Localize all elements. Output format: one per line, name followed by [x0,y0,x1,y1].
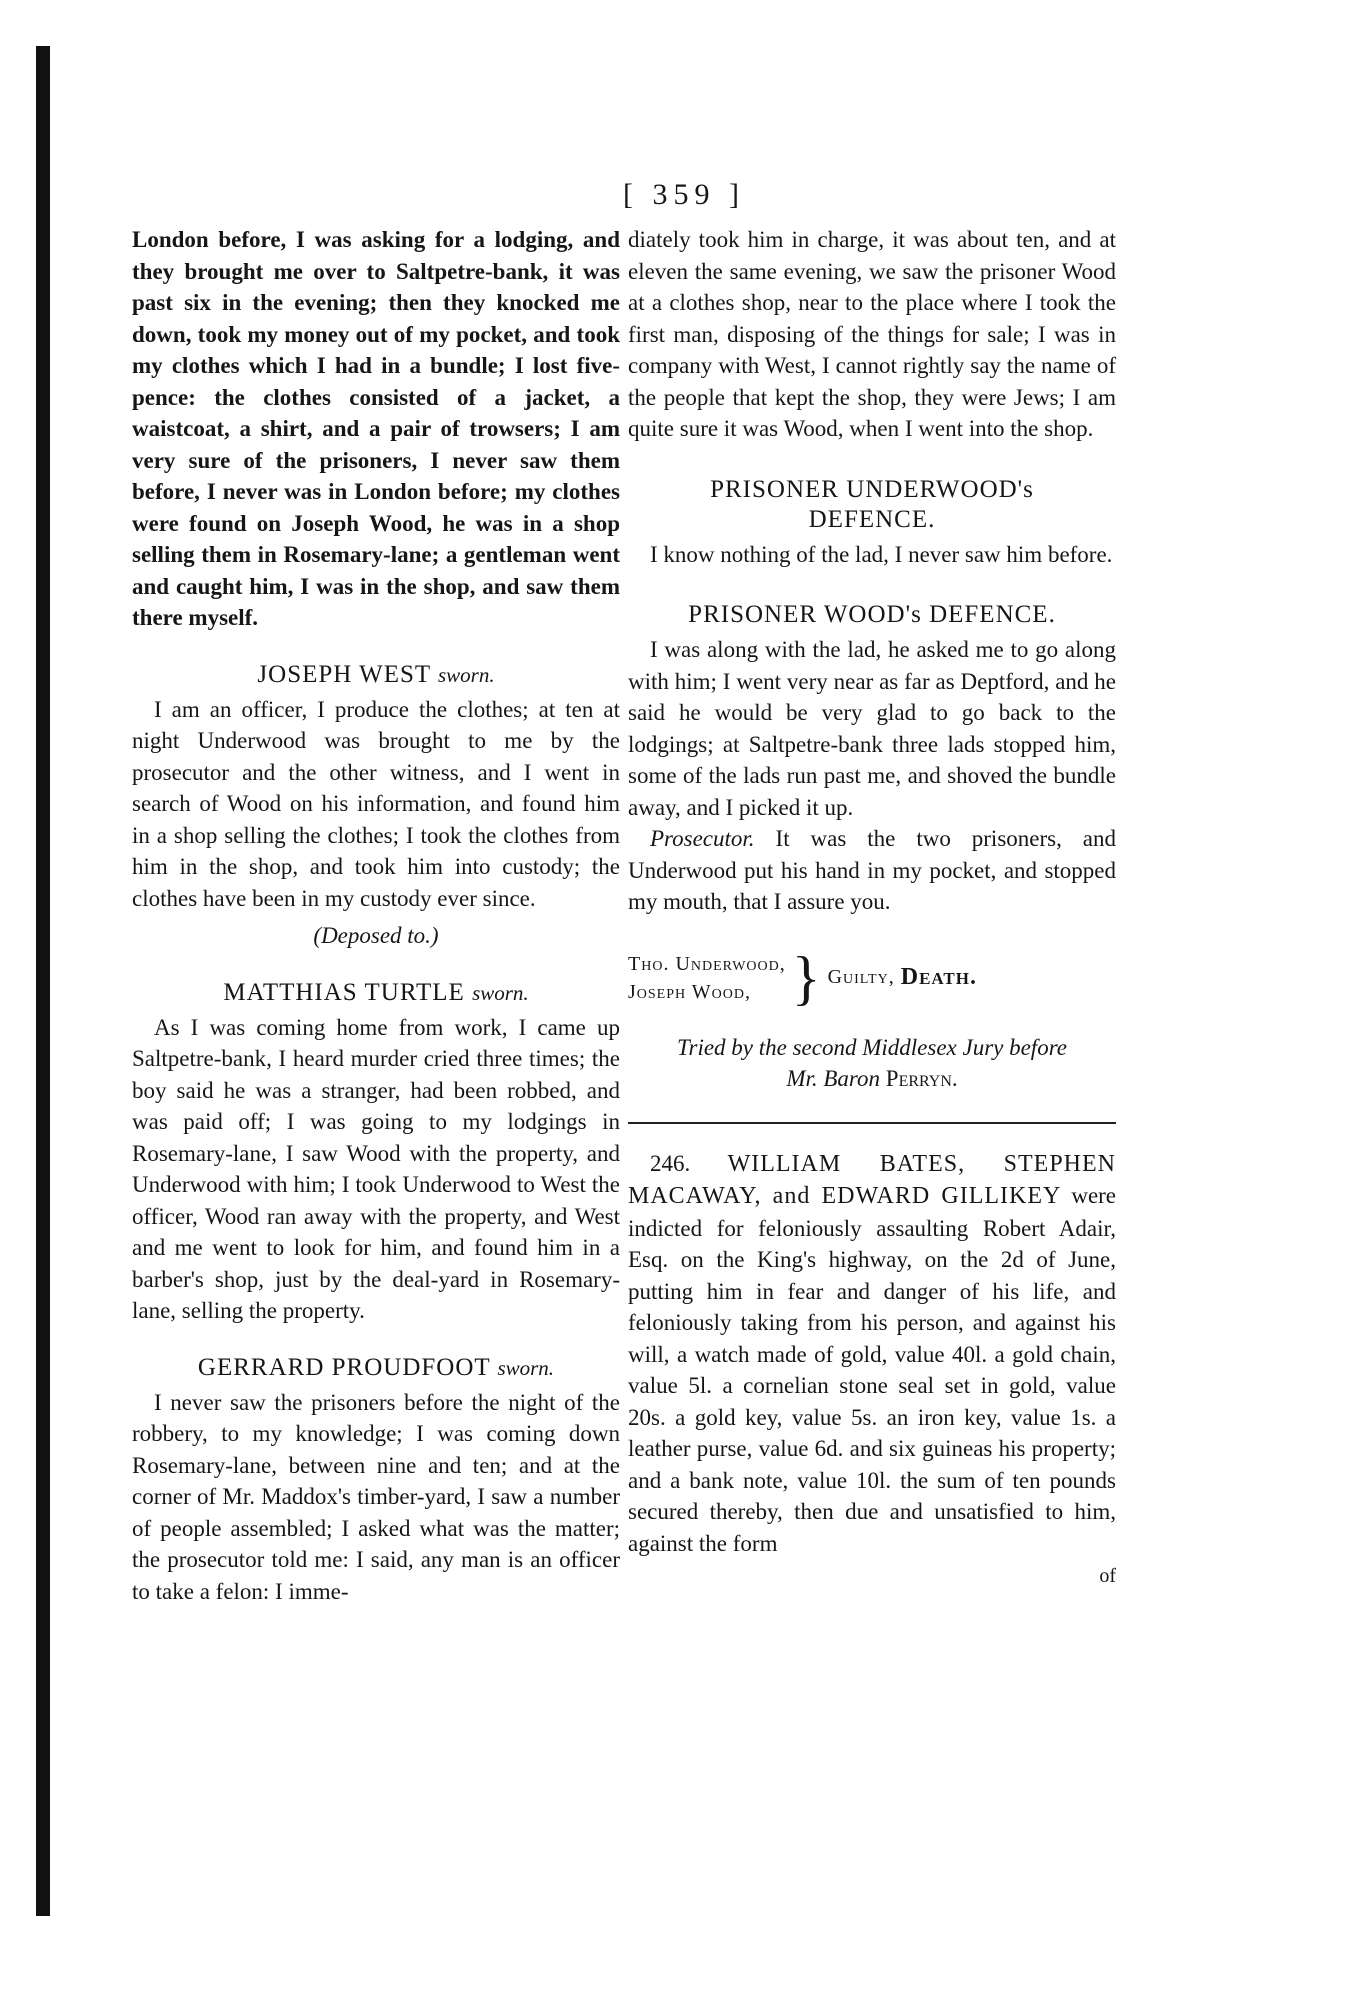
jury-note-line: Tried by the second Middlesex Jury before [676,1034,1068,1060]
verdict-label: Guilty, [827,965,895,988]
prosecutor-text: It was the two prisoners, and Underwood put his hand in my pocket, and stopped my mouth, that I assure you. [628,826,1117,914]
defence-heading-underwood [628,475,1116,535]
prosecutor-reply [628,823,1116,918]
testimony-turtle: As I was coming home from work, I came up Saltpetre-bank, I heard murder cried three times; the boy said he was a stranger, had been robbed, and was paid off; I was going to my lodgings in Rosemary-lane, I saw Wood with the property, and Underwood with him; I took Underwood to West the officer, Wood ran away with the property, and West and me went to look for him, and found him in a barber's shop, just by the deal-yard in Rosemary-lane, selling the property. [132,1014,620,1323]
sworn-label: sworn. [437,662,495,687]
left-column [132,224,620,1607]
witness-heading-proudfoot [132,1353,620,1383]
witness-name: JOSEPH WEST [257,660,431,688]
deposed-note: (Deposed to.) [313,923,439,948]
defendant-name: Tho. Underwood, [628,952,786,975]
defence-underwood: I know nothing of the lad, I never saw him before. [650,541,1113,567]
case-246 [628,1148,1116,1560]
jury-note-line [628,1063,1116,1094]
verdict-block [628,944,1116,1011]
brace-glyph: } [791,944,822,1011]
defence-heading-wood: PRISONER WOOD's DEFENCE. [688,601,1056,628]
judge-name: Perryn. [885,1065,958,1091]
witness-heading-west [132,660,620,690]
verdict-names [628,950,786,1006]
defence-wood-text: I was along with the lad, he asked me to go along with him; I went very near as far as Deptford, and he said he would be very glad to go back to the lodgings; at Saltpetre-bank three lads stopped him, some of the lads run past me, and shoved the bundle away, and I picked it up. [628,637,1116,820]
jury-note [628,1032,1116,1094]
testimony-continuation: London before, I was asking for a lodging, and they brought me over to Saltpetre-bank, it was past six in the evening; then they knocked me down, took my money out of my pocket, and took my clothes which I had in a bundle; I lost five-pence: the clothes consisted of a jacket, a waistcoat, a shirt, and a pair of trowsers; I am very sure of the prisoners, I never saw them before, I never was in London before; my clothes were found on Joseph Wood, he was in a shop selling them in Rosemary-lane; a gentleman went and caught him, I was in the shop, and saw them there myself. [132,227,620,630]
witness-heading-turtle [132,978,620,1008]
testimony-continuation: diately took him in charge, it was about ten, and at eleven the same evening, we saw the prisoner Wood at a clothes shop, near to the place where I took the first man, disposing of the things for sale; I was in company with West, I cannot rightly say the name of the people that kept the shop, they were Jews; I am quite sure it was Wood, when I went into the shop. [628,227,1116,441]
defendant-name: Joseph Wood, [628,980,751,1003]
sworn-label: sworn. [472,980,529,1005]
page-number: [ 359 ] [623,178,745,211]
catchword: of [1099,1565,1116,1587]
judge-title: Mr. Baron [786,1065,881,1091]
section-divider [628,1122,1116,1124]
witness-name: GERRARD PROUDFOOT [197,1353,491,1381]
page-binding-edge [36,46,50,1916]
right-column [628,224,1116,1593]
sworn-label: sworn. [497,1355,555,1380]
testimony-west: I am an officer, I produce the clothes; at ten at night Underwood was brought to me by the prosecutor and the other witness, and I went in search of Wood on his information, and found him in a shop selling the clothes; I took the clothes from him in the shop, and took him into custody; the clothes have been in my custody ever since. [132,696,620,911]
defence-heading-line: PRISONER UNDERWOOD's [710,475,1034,503]
defence-wood [628,634,1116,823]
case-defendants: WILLIAM BATES, STEPHEN MACAWAY, and EDWARD GILLIKEY [628,1150,1116,1209]
case-indictment: were indicted for feloniously assaulting Robert Adair, Esq. on the King's highway, on the 2d of June, putting him in fear and danger of his life, and feloniously taking from his person, and against his will, a watch made of gold, value 40l. a gold chain, value 5l. a cornelian stone seal set in gold, value 20s. a gold key, value 5s. an iron key, value 1s. a leather purse, value 6d. and six guineas his property; and a bank note, value 10l. the sum of ten pounds secured thereby, then due and unsatisfied to him, against the form [628,1183,1117,1556]
sentence-label: Death. [900,963,977,990]
speaker-label: Prosecutor. [650,826,755,851]
testimony-proudfoot: I never saw the prisoners before the night of the robbery, to my knowledge; I was coming down Rosemary-lane, between nine and ten; and at the corner of Mr. Maddox's timber-yard, I saw a number of people assembled; I asked what was the matter; the prosecutor told me: I said, any man is an officer to take a felon: I imme- [132,1389,620,1604]
witness-name: MATTHIAS TURTLE [223,978,465,1006]
defence-heading-line: DEFENCE. [808,505,936,533]
case-number: 246. [650,1150,691,1176]
